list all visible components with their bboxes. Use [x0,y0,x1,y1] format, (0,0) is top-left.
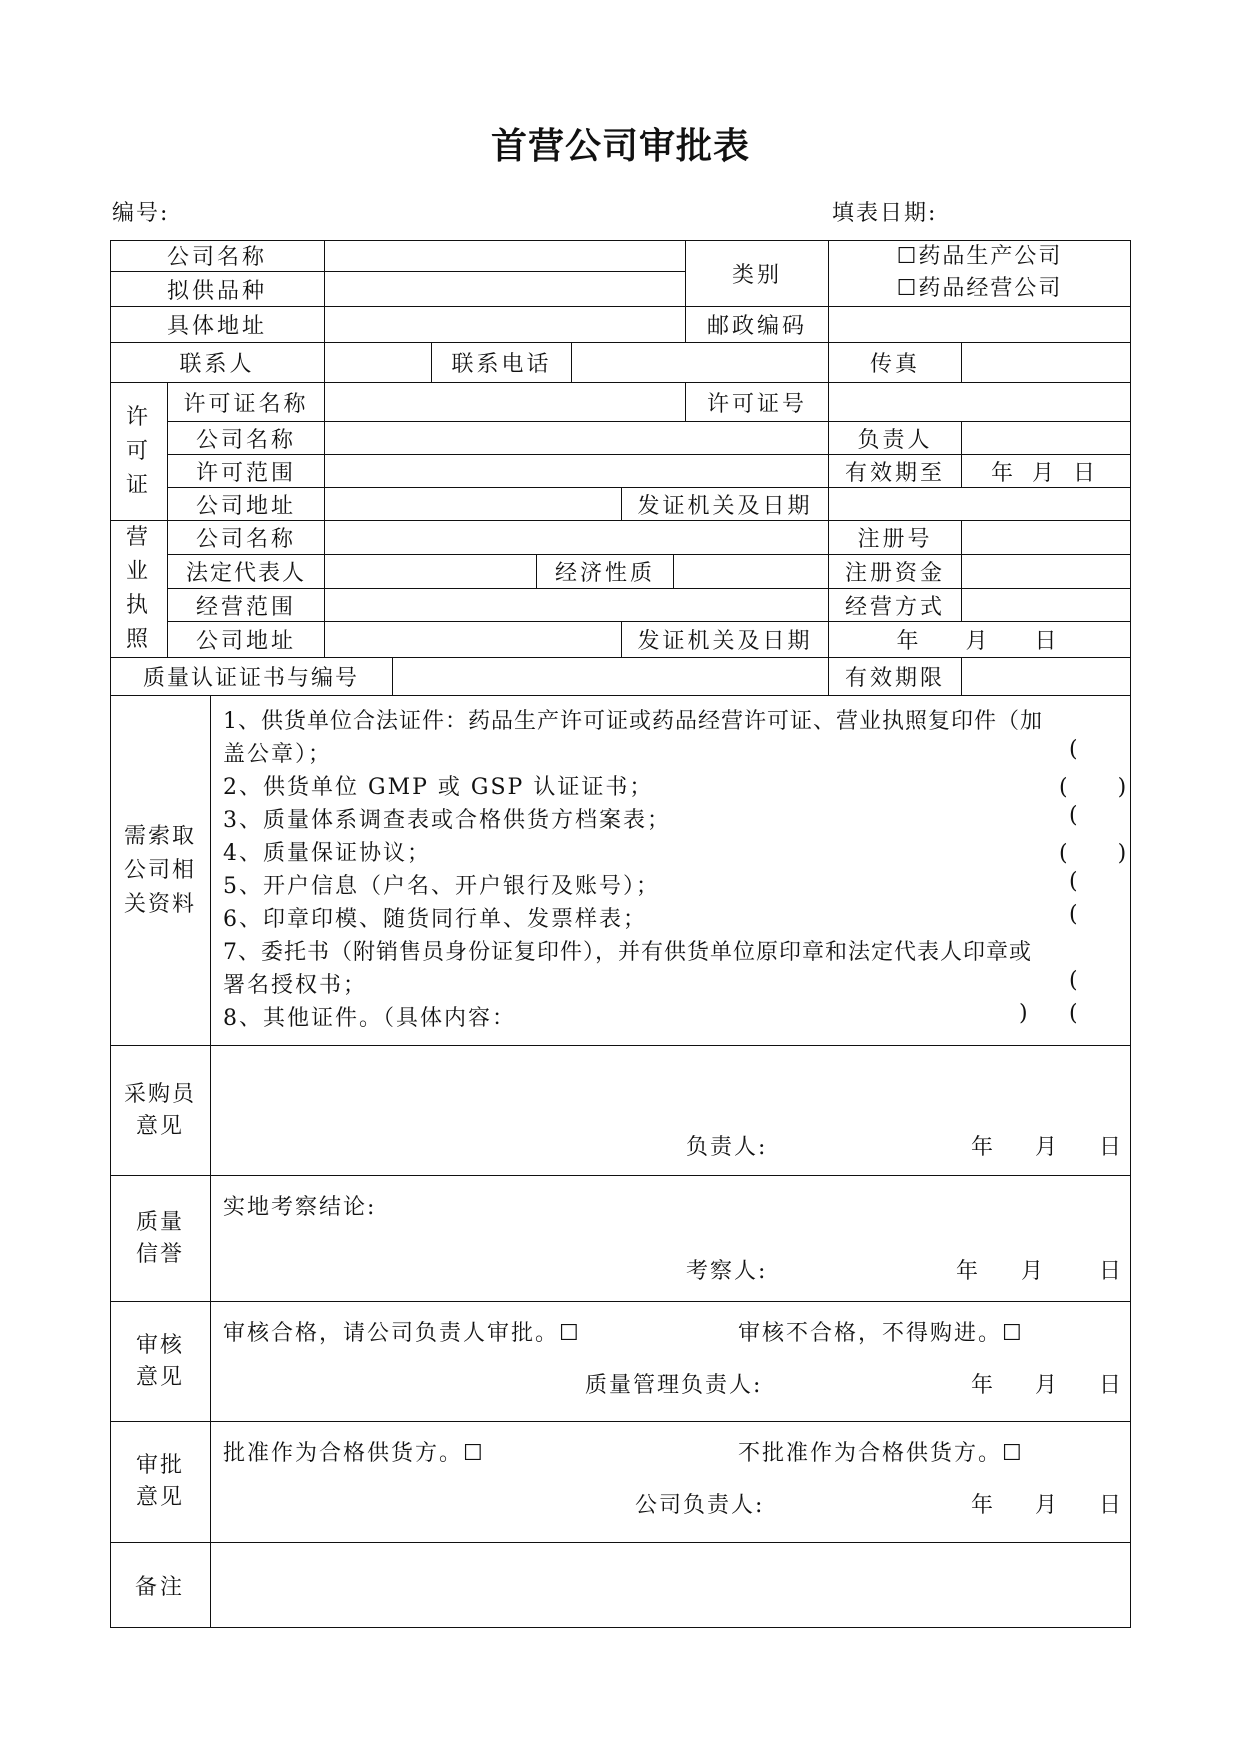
doc-item-7-cont: 署名授权书； [223,973,368,998]
license-valid-date[interactable]: 年 月 日 [962,455,1131,488]
reg-no-label: 注册号 [829,521,962,555]
doc-item-5-check[interactable]: ( [1069,869,1080,894]
buyer-month: 月 [1035,1135,1060,1160]
review-year: 年 [971,1373,996,1398]
legal-rep-label: 法定代表人 [168,555,325,589]
review-pass-option[interactable]: 审核合格，请公司负责人审批。☐ [223,1321,581,1346]
quality-cert-validity-field[interactable] [962,658,1131,696]
products-label: 拟供品种 [110,272,325,307]
doc-item-2-check[interactable]: ( ) [1059,775,1129,800]
doc-item-2: 2、供货单位 GMP 或 GSP 认证证书； [223,775,654,800]
license-issuer-label: 发证机关及日期 [622,488,829,521]
econ-nature-field[interactable] [674,555,829,589]
econ-nature-label: 经济性质 [537,555,674,589]
license-company-field[interactable] [325,422,829,455]
postcode-field[interactable] [829,307,1131,343]
buyer-opinion-label: 采购员 意见 [110,1046,211,1176]
buyer-day: 日 [1099,1135,1124,1160]
license-issuer-field[interactable] [829,488,1131,521]
company-name-field[interactable] [325,240,686,272]
category-options[interactable] [829,240,1131,307]
license-no-field[interactable] [829,383,1131,422]
quality-reputation-label: 质量 信誉 [110,1176,211,1302]
quality-manager-sign-label: 质量管理负责人: [585,1373,763,1398]
quality-cert-label: 质量认证证书与编号 [110,658,393,696]
required-docs-label: 需索取 公司相 关资料 [110,696,211,1046]
approve-month: 月 [1035,1493,1060,1518]
approval-opinion-field [211,1422,1131,1543]
quality-reputation-field[interactable] [211,1176,1131,1302]
license-address-label: 公司地址 [168,488,325,521]
business-issuer-label: 发证机关及日期 [622,622,829,658]
review-day: 日 [1099,1373,1124,1398]
approve-fail-option[interactable]: 不批准作为合格供货方。☐ [738,1441,1024,1466]
contact-label: 联系人 [110,343,325,383]
number-label: 编号: [112,201,170,226]
business-issuer-date[interactable]: 年 月 日 [829,622,1131,658]
approve-day: 日 [1099,1493,1124,1518]
company-name-label: 公司名称 [110,240,325,272]
doc-item-7: 7、委托书（附销售员身份证复印件），并有供货单位原印章和法定代表人印章或 [223,940,1032,965]
business-company-field[interactable] [325,521,829,555]
doc-item-8: 8、其他证件。（具体内容： [223,1006,516,1031]
form-title: 首营公司审批表 [490,126,750,167]
business-company-label: 公司名称 [168,521,325,555]
doc-item-7-check[interactable]: ( [1069,968,1080,993]
fill-date-label: 填表日期: [832,201,938,226]
business-license-section-label: 营 业 执 照 [110,521,168,658]
doc-item-1: 1、供货单位合法证件：药品生产许可证或药品经营许可证、营业执照复印件（加 [223,709,1043,734]
doc-item-3-check[interactable]: ( [1069,803,1080,828]
remarks-field[interactable] [211,1543,1131,1628]
license-scope-label: 许可范围 [168,455,325,488]
inspector-sign-label: 考察人: [686,1259,768,1284]
doc-item-4: 4、质量保证协议； [223,841,431,866]
postcode-label: 邮政编码 [686,307,829,343]
quality-cert-field[interactable] [393,658,829,696]
doc-item-8-close: ) [1019,1001,1030,1026]
review-opinion-label: 审核 意见 [110,1302,211,1422]
legal-rep-field[interactable] [325,555,537,589]
license-name-field[interactable] [325,383,686,422]
products-field[interactable] [325,272,686,307]
reg-capital-field[interactable] [962,555,1131,589]
fax-label: 传真 [829,343,962,383]
category-option-distributor[interactable]: ☐药品经营公司 [896,276,1063,301]
doc-item-3: 3、质量体系调查表或合格供货方档案表； [223,808,671,833]
category-option-manufacturer[interactable]: ☐药品生产公司 [896,244,1063,269]
phone-field[interactable] [572,343,829,383]
category-label: 类别 [686,240,829,307]
doc-item-4-check[interactable]: ( ) [1059,841,1129,866]
business-address-label: 公司地址 [168,622,325,658]
address-field[interactable] [325,307,686,343]
license-scope-field[interactable] [325,455,829,488]
inspection-month: 月 [1021,1259,1046,1284]
business-scope-field[interactable] [325,589,829,622]
approve-pass-option[interactable]: 批准作为合格供货方。☐ [223,1441,485,1466]
buyer-sign-label: 负责人: [686,1135,768,1160]
buyer-opinion-field[interactable] [211,1046,1131,1176]
approval-opinion-label: 审批 意见 [110,1422,211,1543]
quality-cert-validity-label: 有效期限 [829,658,962,696]
reg-capital-label: 注册资金 [829,555,962,589]
reg-no-field[interactable] [962,521,1131,555]
license-person-label: 负责人 [829,422,962,455]
remarks-label: 备注 [110,1543,211,1628]
review-month: 月 [1035,1373,1060,1398]
inspection-day: 日 [1099,1259,1124,1284]
review-opinion-field [211,1302,1131,1422]
business-mode-label: 经营方式 [829,589,962,622]
fax-field[interactable] [962,343,1131,383]
license-address-field[interactable] [325,488,622,521]
business-address-field[interactable] [325,622,622,658]
inspection-conclusion-label: 实地考察结论: [223,1195,377,1220]
buyer-year: 年 [971,1135,996,1160]
license-company-label: 公司名称 [168,422,325,455]
contact-field[interactable] [325,343,432,383]
doc-item-1-cont: 盖公章）； [223,742,333,767]
license-no-label: 许可证号 [686,383,829,422]
doc-item-5: 5、开户信息（户名、开户银行及账号）； [223,874,660,899]
license-person-field[interactable] [962,422,1131,455]
required-docs-list [211,696,1131,1046]
company-head-sign-label: 公司负责人: [635,1493,765,1518]
doc-item-6-check[interactable]: ( [1069,902,1080,927]
license-section-label: 许 可 证 [110,383,168,521]
doc-item-6: 6、印章印模、随货同行单、发票样表； [223,907,647,932]
doc-item-8-check[interactable]: ( [1069,1001,1080,1026]
phone-label: 联系电话 [432,343,572,383]
license-name-label: 许可证名称 [168,383,325,422]
license-valid-label: 有效期至 [829,455,962,488]
business-scope-label: 经营范围 [168,589,325,622]
business-mode-field[interactable] [962,589,1131,622]
review-fail-option[interactable]: 审核不合格，不得购进。☐ [738,1321,1024,1346]
approve-year: 年 [971,1493,996,1518]
doc-item-1-check[interactable]: ( [1069,737,1080,762]
address-label: 具体地址 [110,307,325,343]
inspection-year: 年 [956,1259,981,1284]
